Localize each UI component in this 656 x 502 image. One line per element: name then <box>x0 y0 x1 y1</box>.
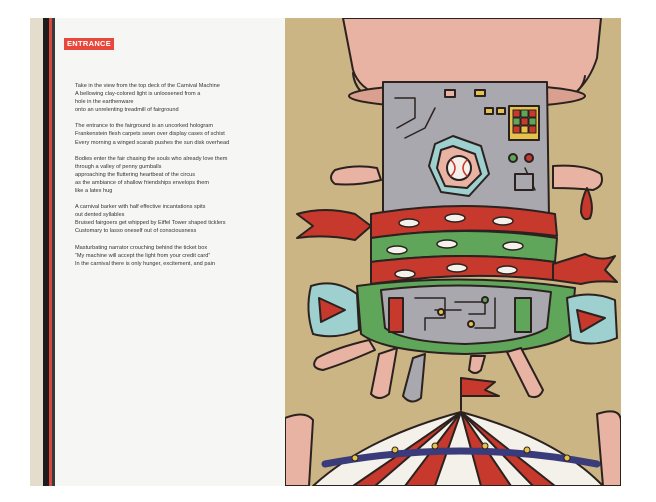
poem-line: through a valley of penny gumballs <box>75 163 162 170</box>
poem-stanza <box>75 155 275 195</box>
poem-line: Masturbating narrator crouching behind the ticket box <box>75 244 208 251</box>
poem-stanza <box>75 244 275 268</box>
poem-line: onto an unrelenting treadmill of fairground <box>75 107 179 114</box>
left-page <box>55 18 286 486</box>
right-page <box>285 18 621 486</box>
carnival-machine-drawing <box>285 18 621 486</box>
page-edge-beige <box>30 18 44 486</box>
poem-line: like a latex hug <box>75 188 113 195</box>
poem-line: Bodies enter the fair chasing the souls who already love them <box>75 155 228 162</box>
finger-right <box>507 348 543 397</box>
poem-line: approaching the fluttering heartbeat of the circus <box>75 171 196 178</box>
poem-line: Bruised fairgoers get whipped by Eiffel Tower shaped ticklers <box>75 220 226 227</box>
finger-mid <box>371 348 397 398</box>
poem-line: Customary to lasso oneself out of consciousness <box>75 228 197 235</box>
section-heading: ENTRANCE <box>64 38 114 50</box>
right-hand <box>553 166 602 190</box>
poem-line: A bellowing clay-colored light is unloosened from a <box>75 91 201 98</box>
red-ribbon-right <box>553 254 617 284</box>
bottom-right-arm <box>597 411 621 486</box>
poem-stanza <box>75 122 275 146</box>
blood-drip <box>581 188 592 219</box>
poem-line: A carnival barker with half effective incantations spits <box>75 204 206 211</box>
poem-line: Every morning a winged scarab pushes the sun disk overhead <box>75 139 230 146</box>
poem-line: Frankenstein flesh carpets sewn over display cases of schist <box>75 131 225 138</box>
finger-left <box>314 340 375 370</box>
poem-line: Take in the view from the top deck of the Carnival Machine <box>75 83 220 89</box>
poem-line: “My machine will accept the light from your credit card” <box>75 252 211 259</box>
red-ribbon-left <box>297 210 371 240</box>
poem-line: hole in the earthenware <box>75 99 134 106</box>
poem-stanza <box>75 203 275 235</box>
poem <box>75 82 275 276</box>
poem-line: The entrance to the fairground is an uncorked hologram <box>75 123 214 130</box>
bottom-left-arm <box>285 414 313 486</box>
finger-mid-right <box>469 356 485 373</box>
poem-line: out dented syllables <box>75 212 125 219</box>
poem-stanza <box>75 82 275 114</box>
finger-grey <box>403 354 425 402</box>
poem-line: as the ambiance of shallow friendships envelops them <box>75 179 210 186</box>
poem-line: In the carnival there is only hunger, excitement, and pain <box>75 260 215 267</box>
left-hand <box>331 166 381 184</box>
